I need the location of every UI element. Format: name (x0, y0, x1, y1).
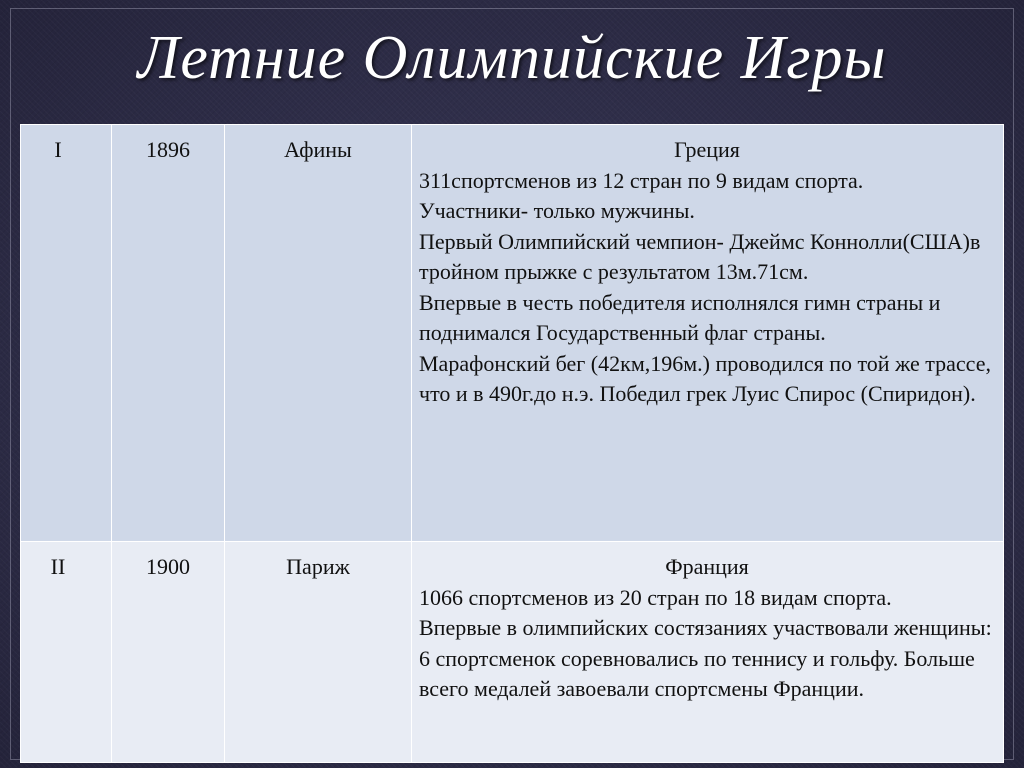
description-paragraph: 311спортсменов из 12 стран по 9 видам спорта. (419, 167, 864, 193)
games-city: Париж (225, 542, 412, 763)
games-number: I (54, 137, 62, 162)
games-number: II (50, 554, 66, 579)
games-description (412, 125, 1004, 542)
table-row (21, 542, 1004, 763)
games-year: 1900 (112, 542, 225, 763)
description-paragraph: Впервые в олимпийских состязаниях участвовали женщины: 6 спортсменок соревновались по теннису и гольфу. Больше всего медалей завоевали спортсмены Франции. (419, 615, 992, 701)
games-year: 1896 (112, 125, 225, 542)
description-paragraph: Участники- только мужчины. (419, 198, 695, 223)
table-row (21, 125, 1004, 542)
description-paragraph: Марафонский бег (42км,196м.) проводился по той же трассе, что и в 490г.до н.э. Победил грек Луис Спирос (Спиридон). (419, 350, 991, 406)
olympics-table (20, 124, 1004, 763)
games-country: Франция (665, 554, 749, 579)
description-paragraph: Первый Олимпийский чемпион- Джеймс Коннолли(США)в тройном прыжке с результатом 13м.71см. (419, 228, 981, 284)
games-description (412, 542, 1004, 763)
games-number-cell (21, 542, 112, 763)
description-paragraph: Впервые в честь победителя исполнялся гимн страны и поднимался Государственный флаг страны. (419, 289, 941, 345)
page-title: Летние Олимпийские Игры (137, 24, 887, 92)
games-country: Греция (674, 137, 740, 162)
description-paragraph: 1066 спортсменов из 20 стран по 18 видам спорта. (419, 584, 892, 610)
games-number-cell (21, 125, 112, 542)
games-city: Афины (225, 125, 412, 542)
